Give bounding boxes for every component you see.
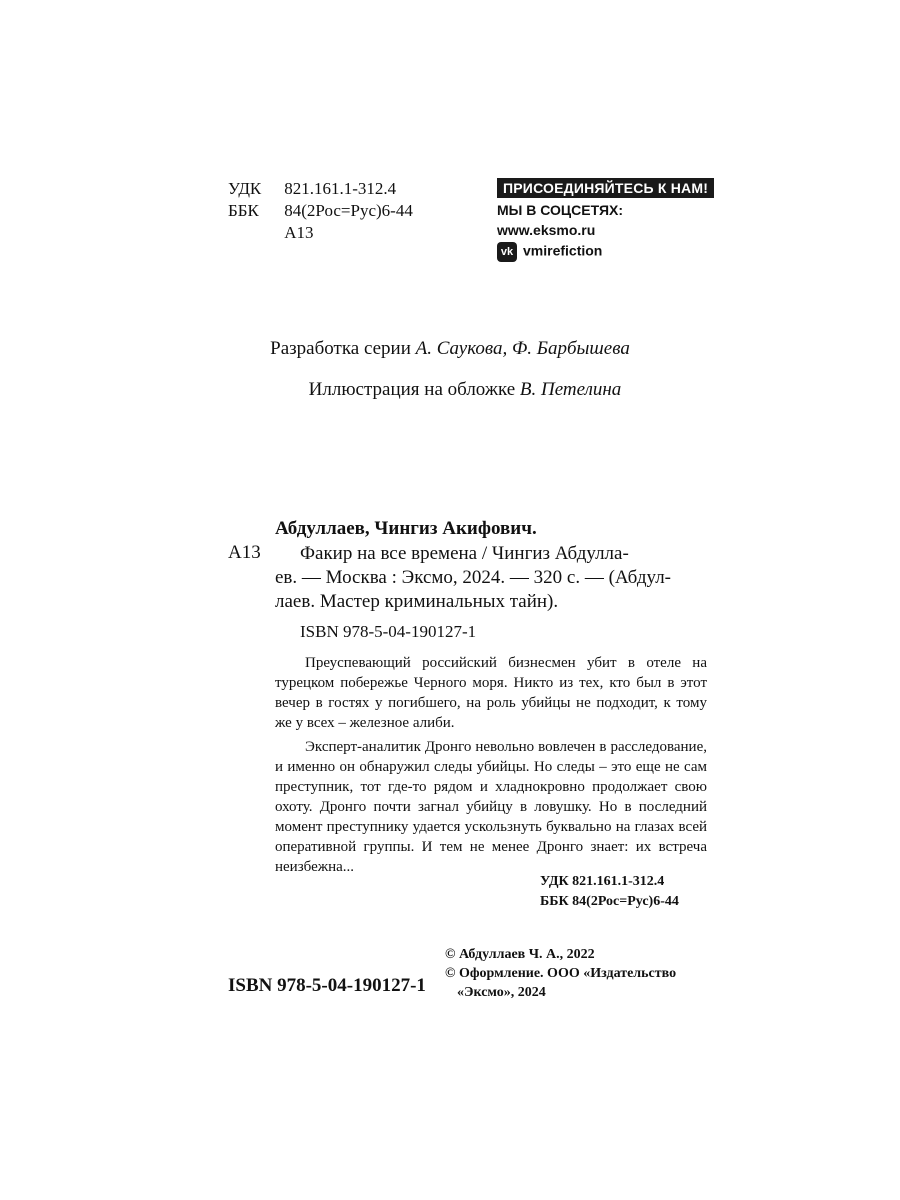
abstract-paragraph-1: Преуспевающий российский бизнесмен убит в отеле на турецком побережье Черного моря. Никто из тех, кто был в этот вечер в гостях у погибшего, на роль убийцы не подходит, к тому же у всех – железное алиби.: [275, 655, 707, 731]
footer-isbn: ISBN 978-5-04-190127-1: [228, 975, 426, 996]
series-names: А. Саукова, Ф. Барбышева: [415, 338, 630, 359]
illustrator-name: В. Петелина: [519, 379, 622, 400]
classification-block: [228, 178, 413, 244]
author-heading: Абдуллаев, Чингиз Акифович.: [275, 518, 537, 539]
bbk-value: 84(2Рос=Рус)6-44: [284, 201, 413, 220]
udk-label: УДК: [228, 179, 262, 198]
illustration-credit: Иллюстрация на обложке В. Петелина: [308, 379, 622, 400]
series-credit: Разработка серии А. Саукова, Ф. Барбышева: [270, 338, 630, 359]
record-isbn: ISBN 978-5-04-190127-1: [300, 622, 477, 641]
social-block: [497, 178, 714, 262]
bbk-code: ББК 84(2Рос=Рус)6-44: [540, 894, 679, 909]
copyright-block: [445, 945, 676, 1002]
vk-link[interactable]: [497, 242, 714, 262]
udk-value: 821.161.1-312.4: [284, 179, 397, 198]
copyright-author: © Абдуллаев Ч. А., 2022: [445, 947, 595, 962]
copyright-publisher: «Эксмо», 2024: [457, 985, 546, 1000]
bbk-label: ББК: [228, 201, 259, 220]
udk-code: УДК 821.161.1-312.4: [540, 874, 665, 889]
codes-block: [540, 872, 679, 912]
abstract: [275, 653, 707, 877]
website-link[interactable]: www.eksmo.ru: [497, 222, 596, 238]
join-banner: ПРИСОЕДИНЯЙТЕСЬ К НАМ!: [497, 178, 714, 198]
copyright-design: © Оформление. ООО «Издательство: [445, 966, 677, 981]
abstract-paragraph-2: Эксперт-аналитик Дронго невольно вовлечен в расследование, и именно он обнаружил следы убийцы. Но следы – это еще не сам преступник, тот где-то рядом и хладнокровно продолжает свою охоту. Дронго почти загнал убийцу в ловушку. Но в последний момент преступнику удается ускользнуть буквально на глазах всей оперативной группы. И тем не менее Дронго знает: их встреча неизбежна...: [275, 739, 707, 875]
record-mark: А13: [228, 542, 261, 563]
author-mark: А13: [284, 223, 314, 242]
vk-handle: vmirefiction: [523, 242, 603, 259]
socials-label: МЫ В СОЦСЕТЯХ:: [497, 202, 624, 218]
bibliographic-description: Факир на все времена / Чингиз Абдулла- ев. — Москва : Эксмо, 2024. — 320 с. — (Абдул- лаев. Мастер криминальных тайн).: [275, 543, 672, 612]
vk-icon: vk: [497, 242, 517, 262]
